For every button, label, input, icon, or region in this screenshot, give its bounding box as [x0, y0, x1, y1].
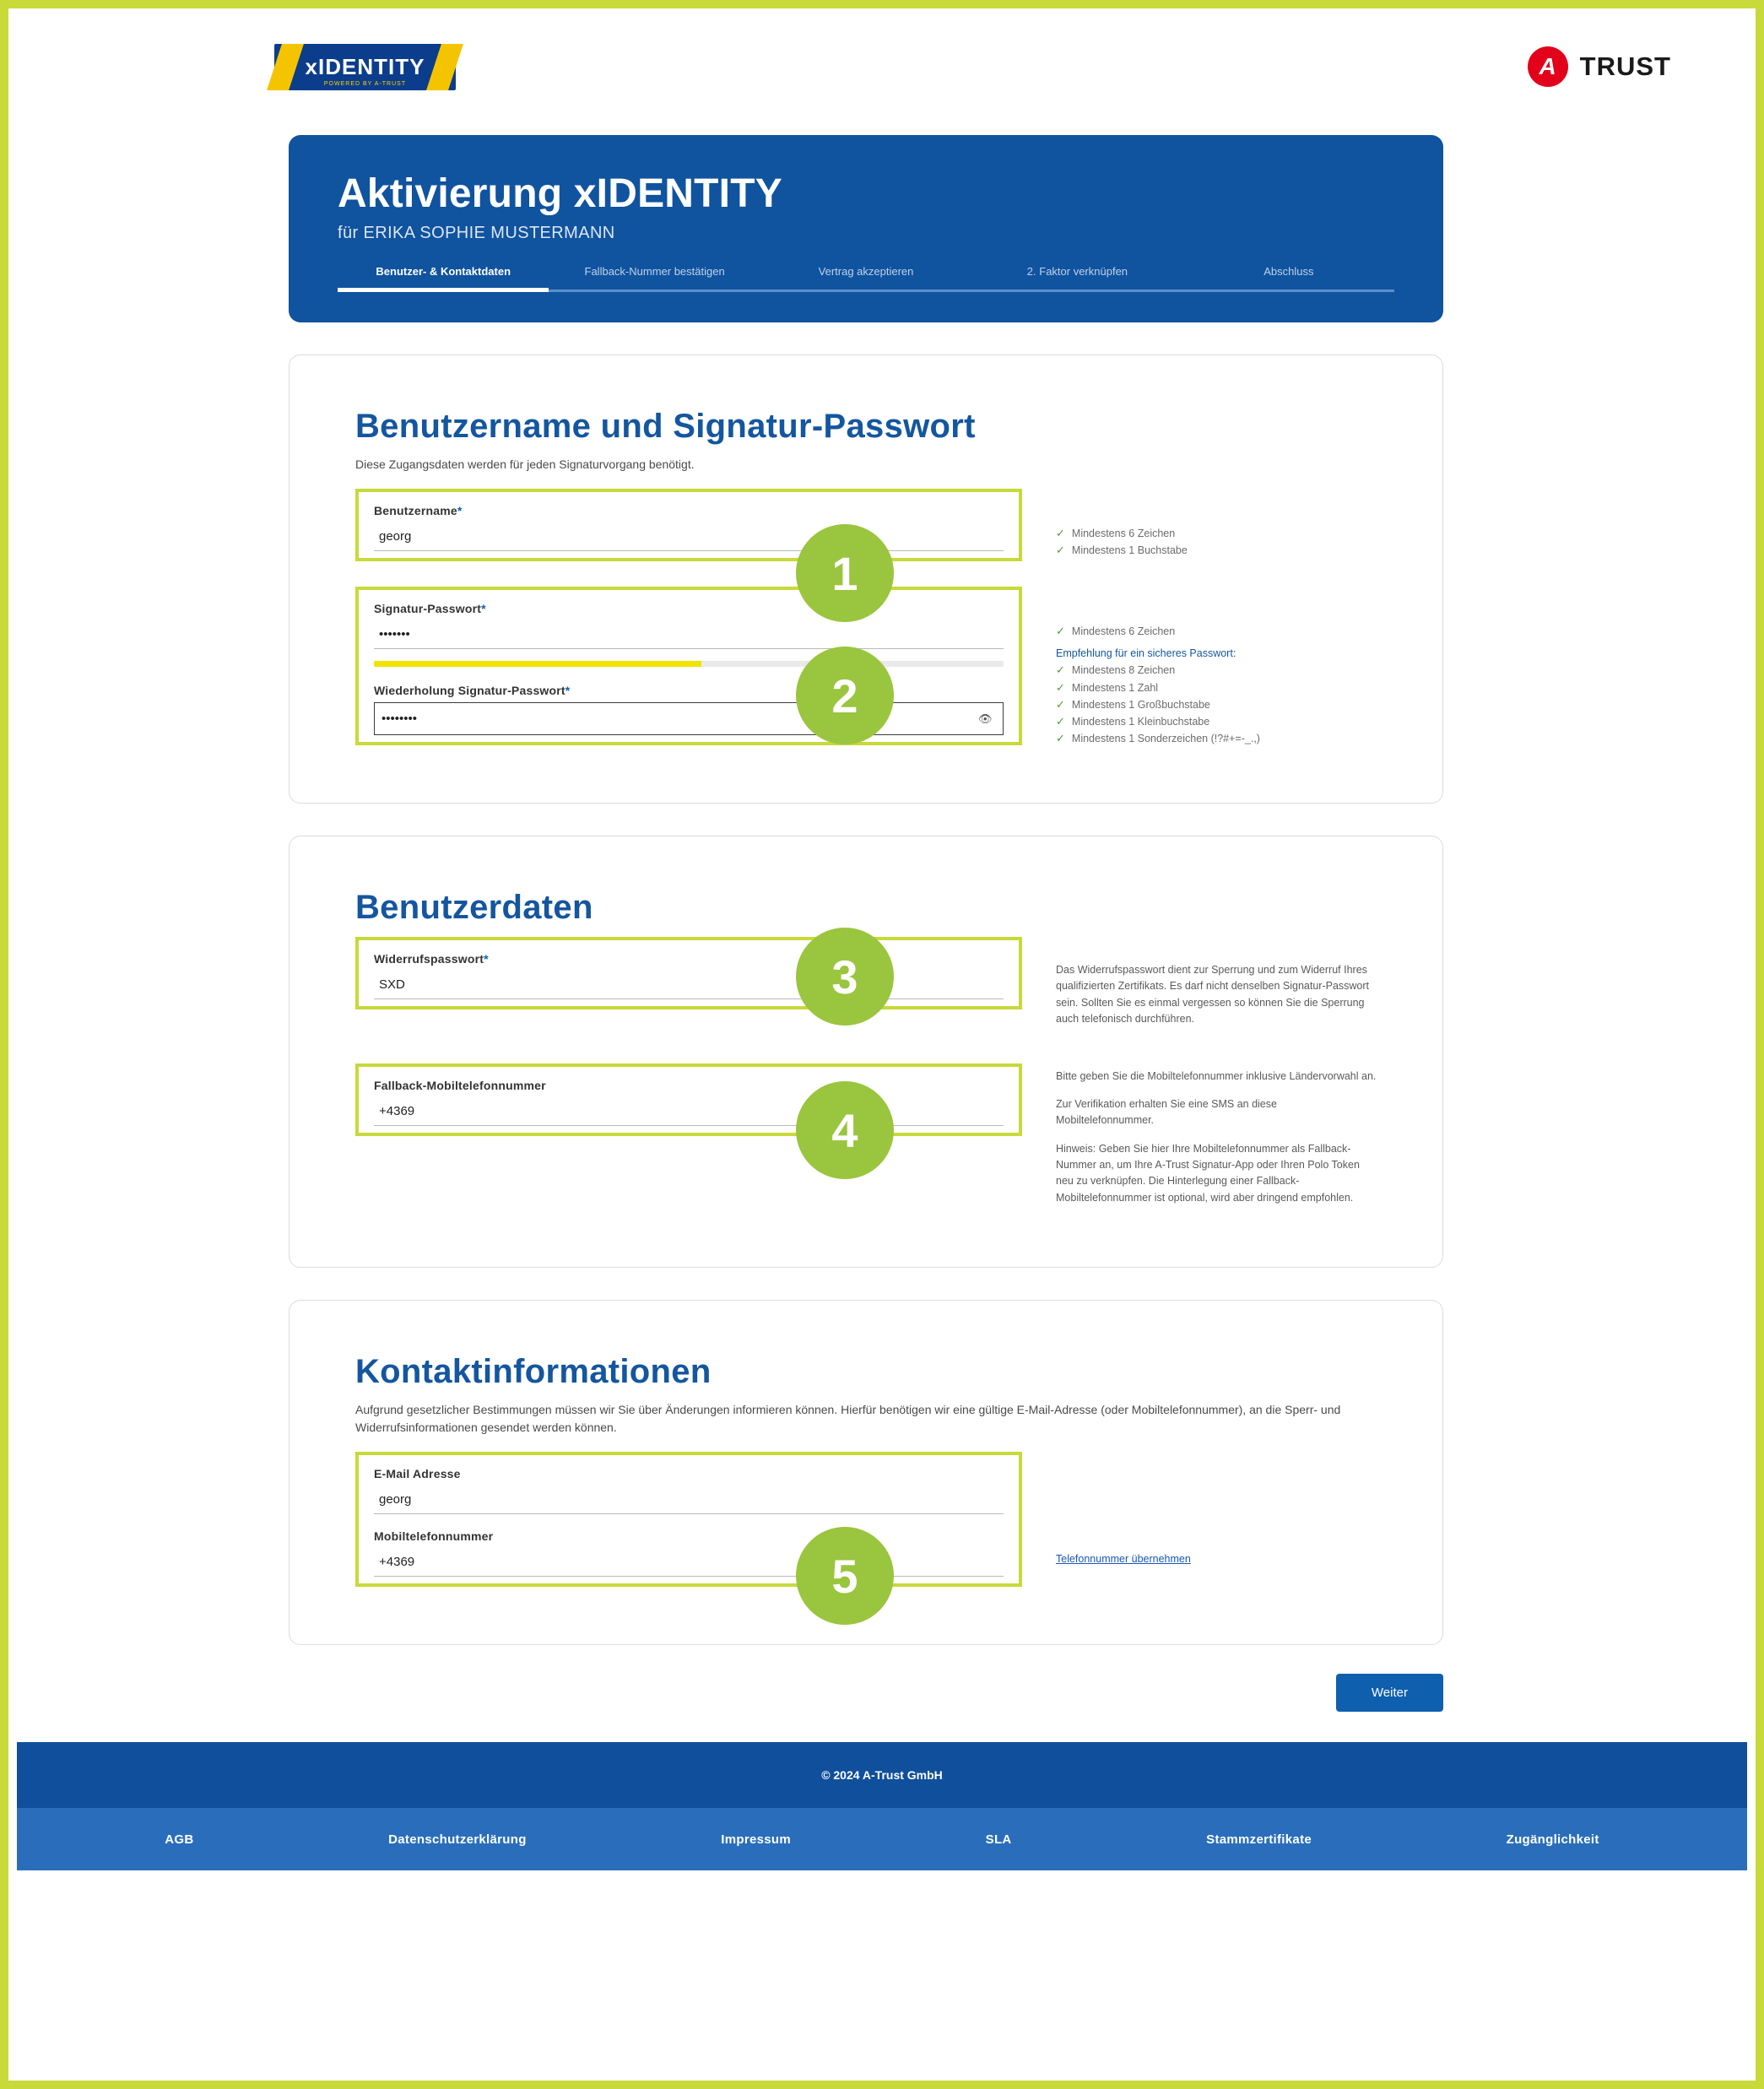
- username-hint-item: [1056, 528, 1377, 539]
- fallback-help-text-3: Hinweis: Geben Sie hier Ihre Mobiltelefonnummer als Fallback-Nummer an, um Ihre A-Trust Signatur-App oder Ihren Polo Token neu zu verknüpfen. Die Hinterlegung einer Fallback-Mobiltelefonnummer ist optional, wird aber dringend empfohlen.: [1056, 1142, 1360, 1204]
- check-icon: ✓: [1056, 527, 1065, 539]
- password-hint-text: Mindestens 1 Sonderzeichen (!?#+=-_.,): [1071, 733, 1260, 745]
- password-repeat-label: [374, 684, 1004, 697]
- hero-banner: [289, 135, 1443, 322]
- required-asterisk: *: [484, 952, 489, 966]
- email-label: E-Mail Adresse: [374, 1467, 461, 1481]
- section2-revoke-fields: [355, 937, 1022, 1018]
- atrust-label: TRUST: [1579, 51, 1671, 81]
- section3-links: [1056, 1452, 1377, 1567]
- xidentity-logo[interactable]: [274, 44, 456, 90]
- password-label: [374, 602, 1004, 615]
- username-label: [374, 504, 1004, 517]
- check-icon: ✓: [1056, 680, 1065, 694]
- card-benutzerdaten: [289, 836, 1443, 1268]
- required-asterisk: *: [565, 684, 571, 697]
- password-hint-text: Mindestens 6 Zeichen: [1071, 625, 1176, 637]
- password-hint-text: Mindestens 8 Zeichen: [1071, 664, 1176, 677]
- card-kontaktinformationen: [289, 1300, 1443, 1645]
- required-asterisk: *: [457, 504, 463, 517]
- password-hint-item: [1056, 733, 1377, 744]
- marker-badge-4: 4: [796, 1081, 894, 1179]
- fallback-mobile-input[interactable]: [374, 1097, 1004, 1126]
- revoke-password-input[interactable]: [374, 971, 1004, 999]
- section2-title: Benutzerdaten: [355, 889, 593, 926]
- marker-badge-1: 1: [796, 524, 894, 622]
- fallback-help-text-2: Zur Verifikation erhalten Sie eine SMS an diese Mobiltelefonnummer.: [1056, 1097, 1277, 1127]
- password-hint-text: Mindestens 1 Kleinbuchstabe: [1071, 716, 1210, 728]
- password-hint-item: [1056, 682, 1377, 694]
- username-hint-text: Mindestens 1 Buchstabe: [1071, 544, 1188, 557]
- page-content: [17, 17, 1747, 2072]
- card-benutzername-passwort: [289, 354, 1443, 804]
- password-hints: [1056, 587, 1377, 750]
- section3-title: Kontaktinformationen: [355, 1353, 712, 1391]
- password-hint-item: [1056, 699, 1377, 711]
- section1-title: Benutzername und Signatur-Passwort: [355, 408, 976, 445]
- logo-subtext: POWERED BY A-TRUST: [323, 80, 407, 87]
- password-repeat-label-text: Wiederholung Signatur-Passwort: [374, 684, 565, 697]
- password-hints-heading: Empfehlung für ein sicheres Passwort:: [1056, 647, 1236, 660]
- step-zweiter-faktor[interactable]: 2. Faktor verknüpfen: [971, 265, 1182, 292]
- footer-link-zugaenglichkeit[interactable]: Zugänglichkeit: [1506, 1832, 1599, 1847]
- step-fallback-nummer[interactable]: Fallback-Nummer bestätigen: [549, 265, 760, 292]
- marker-badge-5: 5: [796, 1527, 894, 1625]
- section3-intro: Aufgrund gesetzlicher Bestimmungen müssen wir Sie über Änderungen informieren können. Hierfür benötigen wir eine gültige E-Mail-Adresse (oder Mobiltelefonnummer), an die Sperr- und Widerrufsinformationen gesendet werden können.: [355, 1403, 1341, 1435]
- password-repeat-input[interactable]: [374, 702, 1004, 735]
- revoke-password-label-text: Widerrufspasswort: [374, 952, 484, 966]
- password-repeat-wrap: [374, 702, 1004, 735]
- fallback-mobile-label: Fallback-Mobiltelefonnummer: [374, 1078, 546, 1092]
- step-vertrag[interactable]: Vertrag akzeptieren: [760, 265, 971, 292]
- footer-links-bar: [17, 1808, 1747, 1870]
- footer-link-datenschutzerklaerung[interactable]: Datenschutzerklärung: [388, 1832, 527, 1847]
- footer-link-stammzertifikate[interactable]: Stammzertifikate: [1206, 1832, 1312, 1847]
- check-icon: ✓: [1056, 544, 1065, 557]
- revoke-password-help: [1056, 937, 1377, 1040]
- fallback-help: [1056, 1063, 1377, 1219]
- revoke-password-field-group: [355, 937, 1022, 1009]
- username-hint-item: [1056, 544, 1377, 556]
- marker-badge-3: 3: [796, 928, 894, 1026]
- mobile-input[interactable]: [374, 1548, 1004, 1577]
- form-actions: [289, 1674, 1443, 1712]
- contact-field-group: [355, 1452, 1022, 1587]
- fallback-mobile-field-group: [355, 1063, 1022, 1136]
- password-input[interactable]: [374, 620, 1004, 649]
- section3-contact-fields: [355, 1452, 1022, 1595]
- atrust-mark-icon: A: [1528, 46, 1568, 87]
- password-hint-text: Mindestens 1 Großbuchstabe: [1071, 698, 1210, 711]
- password-label-text: Signatur-Passwort: [374, 602, 482, 615]
- username-hints: [1056, 489, 1377, 562]
- check-icon: ✓: [1056, 697, 1065, 711]
- username-label-text: Benutzername: [374, 504, 457, 517]
- page-subtitle: für ERIKA SOPHIE MUSTERMANN: [338, 224, 615, 242]
- footer-link-sla[interactable]: SLA: [985, 1832, 1012, 1847]
- copyright-text: © 2024 A-Trust GmbH: [821, 1768, 943, 1783]
- logo-slash-left-icon: [267, 44, 304, 90]
- password-hint-item: [1056, 716, 1377, 728]
- footer-link-agb[interactable]: AGB: [165, 1832, 194, 1847]
- next-button[interactable]: Weiter: [1336, 1674, 1443, 1712]
- toggle-password-visibility-icon[interactable]: 👁: [978, 712, 993, 725]
- username-hint-text: Mindestens 6 Zeichen: [1071, 528, 1176, 539]
- section2-fallback-fields: [355, 1063, 1022, 1145]
- password-strength-bar: [374, 661, 1004, 667]
- check-icon: ✓: [1056, 625, 1065, 637]
- mobile-label: Mobiltelefonnummer: [374, 1529, 494, 1544]
- username-input[interactable]: [374, 522, 1004, 551]
- footer-link-impressum[interactable]: Impressum: [721, 1832, 792, 1847]
- section1-intro: Diese Zugangsdaten werden für jeden Signaturvorgang benötigt.: [355, 457, 695, 471]
- check-icon: ✓: [1056, 732, 1065, 745]
- logo-text: xIDENTITY: [305, 53, 425, 79]
- step-indicator: [338, 265, 1394, 292]
- step-benutzer-kontaktdaten[interactable]: Benutzer- & Kontaktdaten: [338, 265, 549, 292]
- section1-password-fields: [355, 587, 1022, 754]
- marker-badge-2: 2: [796, 647, 894, 744]
- revoke-password-help-text: Das Widerrufspasswort dient zur Sperrung und zum Widerruf Ihres qualifizierten Zertifikats. Es darf nicht denselben Signatur-Passwort sein. Sollten Sie es einmal vergessen so können Sie die Sperrung auch telefonisch durchführen.: [1056, 964, 1370, 1026]
- required-asterisk: *: [481, 602, 486, 615]
- password-field-group: [355, 587, 1022, 745]
- password-hint-item: [1056, 625, 1377, 637]
- password-hint-item: [1056, 664, 1377, 676]
- page-title: Aktivierung xIDENTITY: [338, 171, 782, 216]
- section1-username-fields: [355, 489, 1022, 570]
- revoke-password-label: [374, 952, 1004, 966]
- password-hint-text: Mindestens 1 Zahl: [1071, 681, 1159, 694]
- username-field-group: [355, 489, 1022, 561]
- email-input[interactable]: [374, 1486, 1004, 1514]
- step-abschluss[interactable]: Abschluss: [1183, 265, 1394, 292]
- fallback-help-text-1: Bitte geben Sie die Mobiltelefonnummer inklusive Ländervorwahl an.: [1056, 1069, 1377, 1082]
- top-bar: [17, 17, 1747, 116]
- check-icon: ✓: [1056, 663, 1065, 677]
- take-over-phone-number-link[interactable]: Telefonnummer übernehmen: [1056, 1553, 1191, 1566]
- check-icon: ✓: [1056, 715, 1065, 728]
- atrust-logo: [1528, 46, 1671, 87]
- footer-copyright-bar: [17, 1742, 1747, 1808]
- logo-slash-right-icon: [426, 44, 463, 90]
